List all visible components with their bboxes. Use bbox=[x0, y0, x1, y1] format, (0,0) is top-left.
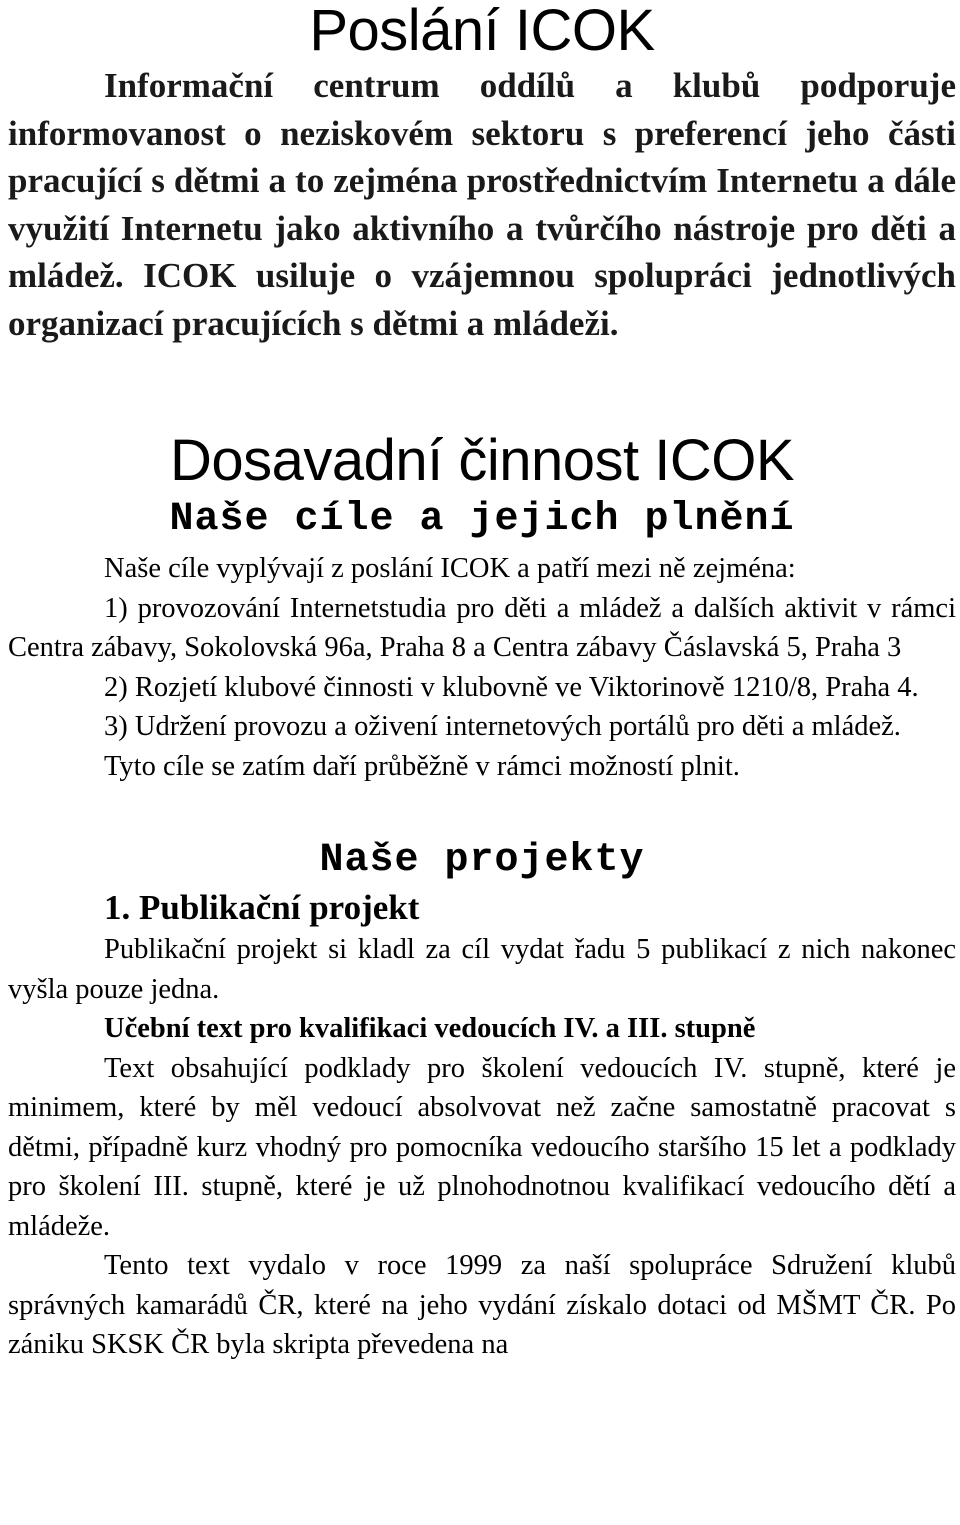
project-1-title: 1. Publikační projekt bbox=[104, 888, 420, 927]
project-1-book-text: Text obsahující podklady pro školení vedoucích IV. stupně, které je minimem, které by měl vedoucí absolvovat než začne samostatně pracovat s dětmi, případně kurz vhodný pro pomocníka vedoucího staršího 15 let a podklady pro školení III. stupně, které je už plnohodnotnou kvalifikací vedoucího dětí a mládeže. bbox=[8, 1052, 956, 1242]
document-page bbox=[8, 0, 956, 1365]
project-1-text: Publikační projekt si kladl za cíl vydat řadu 5 publikací z nich nakonec vyšla pouze jedna. bbox=[8, 934, 956, 1005]
project-1-book-title: Učební text pro kvalifikaci vedoucích IV. a III. stupně bbox=[104, 1013, 756, 1044]
goals-list bbox=[8, 549, 956, 786]
goal-item-2: 2) Rozjetí klubové činnosti v klubovně ve Viktorinově 1210/8, Praha 4. bbox=[104, 671, 919, 703]
mission-title: Poslání ICOK bbox=[309, 0, 655, 63]
goals-summary: Tyto cíle se zatím daří průběžně v rámci možností plnit. bbox=[104, 750, 740, 782]
goals-intro: Naše cíle vyplývají z poslání ICOK a patří mezi ně zejména: bbox=[104, 553, 796, 584]
project-1-publish-text: Tento text vydalo v roce 1999 za naší spolupráce Sdružení klubů správných kamarádů ČR, které na jeho vydání získalo dotaci od MŠMT ČR. Po zániku SKSK ČR byla skripta převedena na bbox=[8, 1250, 956, 1360]
goal-item-3: 3) Udržení provozu a oživení internetových portálů pro děti a mládež. bbox=[104, 711, 901, 742]
goals-heading: Naše cíle a jejich plnění bbox=[169, 497, 795, 542]
projects-heading: Naše projekty bbox=[319, 838, 645, 883]
mission-paragraph: Informační centrum oddílů a klubů podporuje informovanost o neziskovém sektoru s preferencí jeho části pracující s dětmi a to zejména prostřednictvím Internetu a dále využití Internetu jako aktivního a tvůrčího nástroje pro děti a mládež. ICOK usiluje o vzájemnou spolupráci jednotlivých organizací pracujících s dětmi a mládeži. bbox=[8, 66, 956, 343]
goal-item-1: 1) provozování Internetstudia pro děti a mládež a dalších aktivit v rámci Centra zábavy, Sokolovská 96a, Praha 8 a Centra zábavy Čáslavská 5, Praha 3 bbox=[8, 592, 956, 663]
activity-title: Dosavadní činnost ICOK bbox=[169, 428, 795, 493]
